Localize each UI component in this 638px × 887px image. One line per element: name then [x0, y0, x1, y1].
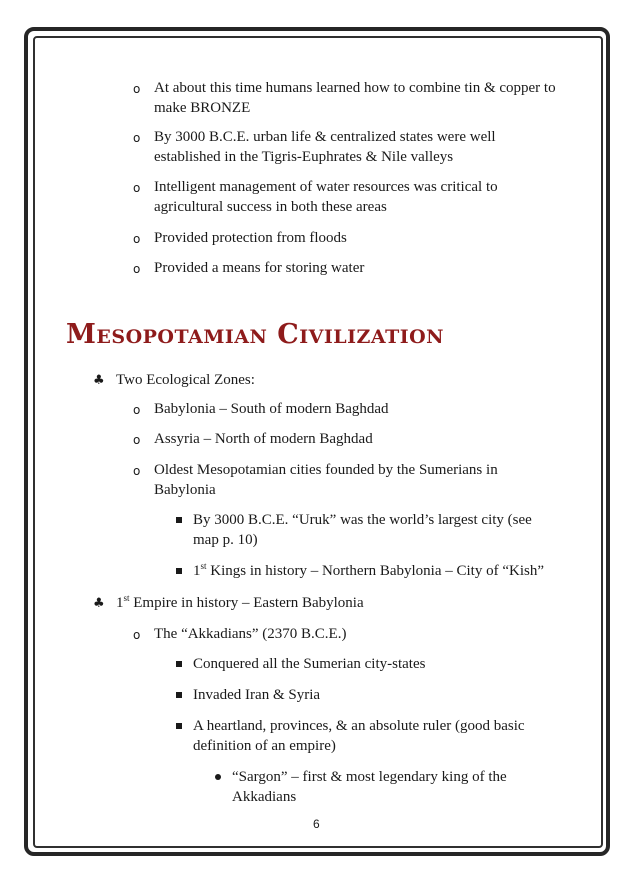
bullet-o: o	[133, 628, 141, 642]
list-item-line: Invaded Iran & Syria	[193, 687, 321, 703]
list-item-line: agricultural success in both these areas	[154, 199, 387, 215]
bullet-o: o	[133, 464, 141, 478]
round-bullet-icon	[215, 774, 221, 780]
empire-item	[116, 593, 364, 613]
list-item-line: Oldest Mesopotamian cities founded by the Sumerians in	[154, 462, 498, 478]
list-item-line: map p. 10)	[193, 532, 258, 548]
square-bullet-icon	[176, 723, 182, 729]
list-item-line: definition of an empire)	[193, 738, 336, 754]
list-item-line: Akkadians	[232, 789, 297, 805]
bullet-o: o	[133, 232, 141, 246]
list-item-line: By 3000 B.C.E. urban life & centralized states were well	[154, 129, 496, 145]
square-bullet-icon	[176, 661, 182, 667]
empire-ordinal-suffix: st	[123, 593, 130, 603]
list-item-line: Conquered all the Sumerian city-states	[193, 656, 426, 672]
list-item-line: established in the Tigris-Euphrates & Nile valleys	[154, 149, 454, 165]
list-item-line: Babylonia	[154, 482, 216, 498]
list-item-line: By 3000 B.C.E. “Uruk” was the world’s largest city (see	[193, 512, 532, 528]
list-item-line: Intelligent management of water resources was critical to	[154, 179, 498, 195]
list-item-line: A heartland, provinces, & an absolute ruler (good basic	[193, 718, 525, 734]
square-bullet-icon	[176, 517, 182, 523]
square-bullet-icon	[176, 568, 182, 574]
kings-ordinal-suffix: st	[200, 561, 207, 571]
empire-text: Empire in history – Eastern Babylonia	[129, 595, 364, 611]
page-number: 6	[313, 817, 320, 831]
bullet-o: o	[133, 262, 141, 276]
list-item-line: “Sargon” – first & most legendary king of the	[232, 769, 507, 785]
list-item-line: Assyria – North of modern Baghdad	[154, 431, 373, 447]
bullet-o: o	[133, 403, 141, 417]
list-item-line: The “Akkadians” (2370 B.C.E.)	[154, 626, 347, 642]
list-item-line: Provided protection from floods	[154, 230, 347, 246]
empire-ordinal-number: 1	[116, 595, 124, 611]
list-item-line: make BRONZE	[154, 100, 251, 116]
bullet-o: o	[133, 82, 141, 96]
square-bullet-icon	[176, 692, 182, 698]
kings-item	[193, 561, 544, 581]
club-suit-icon: ♣	[93, 373, 105, 388]
kings-ordinal-number: 1	[193, 563, 201, 579]
bullet-o: o	[133, 181, 141, 195]
list-item-line: Babylonia – South of modern Baghdad	[154, 401, 389, 417]
bullet-o: o	[133, 131, 141, 145]
list-item-line: At about this time humans learned how to combine tin & copper to	[154, 80, 556, 96]
bullet-o: o	[133, 433, 141, 447]
list-item-line: Provided a means for storing water	[154, 260, 365, 276]
kings-text: Kings in history – Northern Babylonia – City of “Kish”	[206, 563, 544, 579]
zones-label: Two Ecological Zones:	[116, 372, 255, 388]
club-suit-icon: ♣	[93, 596, 105, 611]
section-heading: Mesopotamian Civilization	[66, 319, 445, 350]
